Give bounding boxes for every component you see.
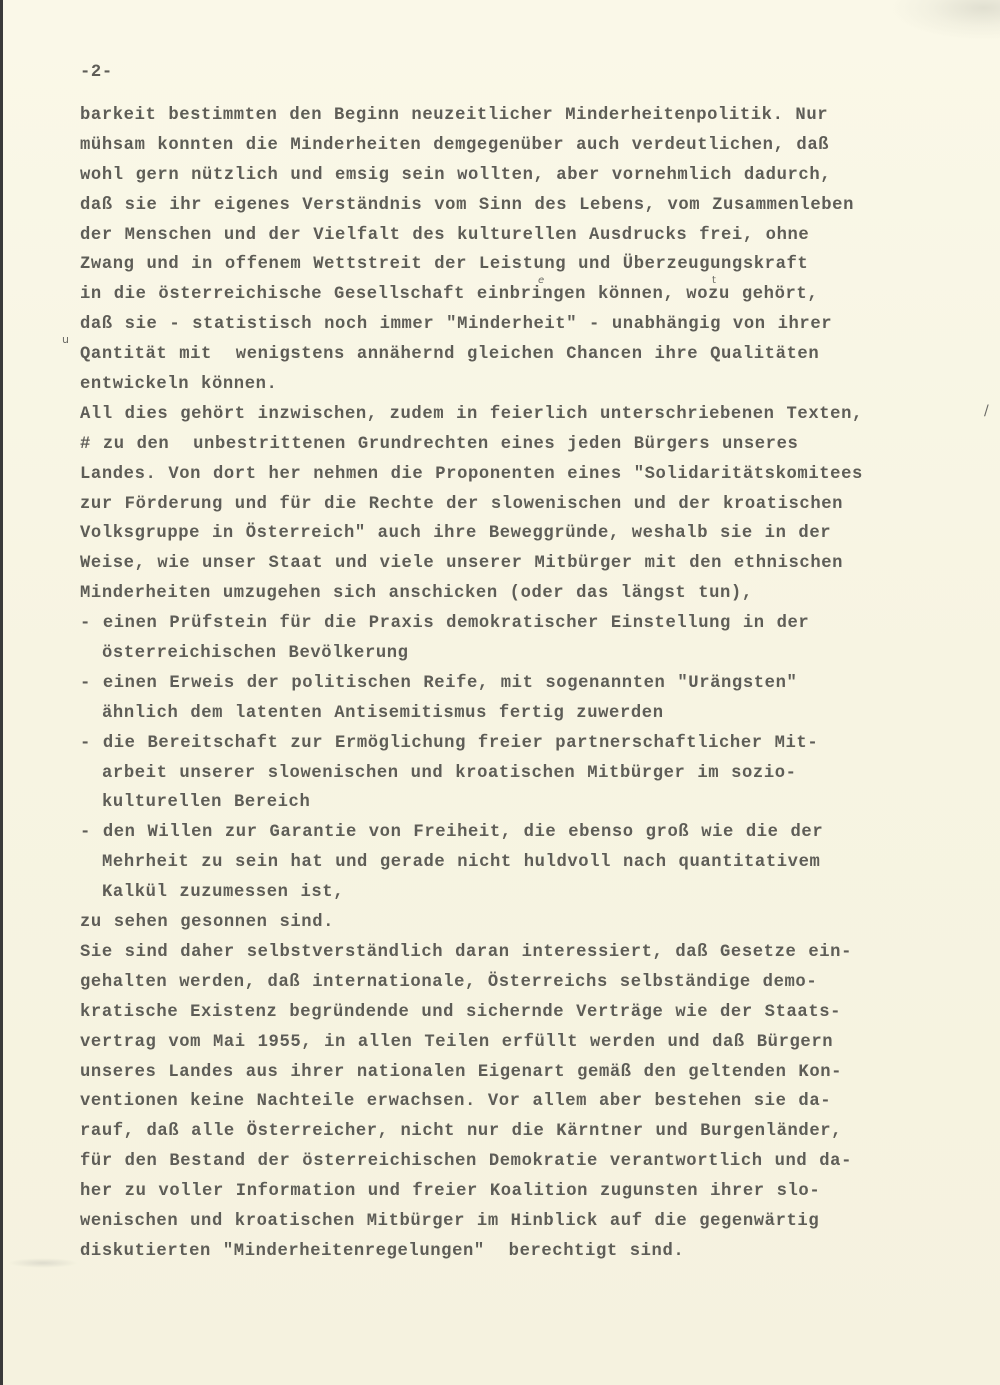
- text-line: Weise, wie unser Staat und viele unserer Mitbürger mit den ethnischen: [80, 554, 844, 574]
- closing-paragraph: [80, 908, 980, 1267]
- bullet-continuation: Mehrheit zu sein hat und gerade nicht huldvoll nach quantitativem: [102, 853, 821, 873]
- bullet-continuation: ähnlich dem latenten Antisemitismus fertig zuwerden: [102, 703, 664, 723]
- bullet-continuation: kulturellen Bereich: [102, 793, 311, 813]
- text-line: kratische Existenz begründende und sichernde Verträge wie der Staats-: [80, 1002, 842, 1022]
- bullet-item: [80, 669, 980, 729]
- bullet-continuation: Kalkül zuzumessen ist,: [102, 883, 345, 903]
- margin-smudge: [8, 1258, 78, 1268]
- handwritten-correction-e: e: [538, 275, 545, 286]
- text-line: für den Bestand der österreichischen Demokratie verantwortlich und da-: [80, 1152, 852, 1172]
- text-line: Landes. Von dort her nehmen die Proponenten eines "Solidaritätskomitees: [80, 464, 863, 484]
- text-line: ventionen keine Nachteile erwachsen. Vor allem aber bestehen sie da-: [80, 1092, 832, 1112]
- typewritten-text: [80, 61, 980, 1267]
- bullet-continuation: österreichischen Bevölkerung: [102, 644, 409, 664]
- text-line: Zwang und in offenem Wettstreit der Leistung und Überzeugungskraft: [80, 255, 809, 275]
- bullet-item: [80, 729, 980, 819]
- bullet-line: - die Bereitschaft zur Ermöglichung freier partnerschaftlicher Mit-: [80, 733, 819, 753]
- text-line: zur Förderung und für die Rechte der slowenischen und der kroatischen: [80, 494, 844, 514]
- bullet-item: [80, 609, 980, 669]
- text-line: der Menschen und der Vielfalt des kulturellen Ausdrucks frei, ohne: [80, 225, 810, 245]
- bullet-continuation: arbeit unserer slowenischen und kroatischen Mitbürger im sozio-: [102, 763, 797, 783]
- bullet-line: - einen Erweis der politischen Reife, mit sogenannten "Urängsten": [80, 673, 798, 693]
- handwritten-insert-u: u: [62, 333, 69, 346]
- text-line: Qantität mit wenigstens annähernd gleichen Chancen ihre Qualitäten: [80, 345, 820, 365]
- text-line: mühsam konnten die Minderheiten demgegenüber auch verdeutlichen, daß: [80, 135, 830, 155]
- text-line: in die österreichische Gesellschaft einbringen können, wozu gehört,: [80, 285, 819, 305]
- corner-smudge: [890, 0, 1000, 40]
- text-line: her zu voller Information und freier Koalition zugunsten ihrer slo-: [80, 1182, 821, 1202]
- text-line: Volksgruppe in Österreich" auch ihre Beweggründe, weshalb sie in der: [80, 524, 832, 544]
- text-line: unseres Landes aus ihrer nationalen Eigenart gemäß den geltenden Kon-: [80, 1062, 843, 1082]
- bullet-list: [80, 609, 980, 908]
- text-line: Minderheiten umzugehen sich anschicken (oder das längst tun),: [80, 584, 753, 604]
- text-line: daß sie - statistisch noch immer "Minderheit" - unabhängig von ihrer: [80, 315, 833, 335]
- page-number: -2-: [80, 63, 113, 82]
- text-line: entwickeln können.: [80, 375, 278, 395]
- text-line: rauf, daß alle Österreicher, nicht nur die Kärntner und Burgenländer,: [80, 1122, 843, 1142]
- text-line: gehalten werden, daß internationale, Österreichs selbständige demo-: [80, 972, 818, 992]
- bullet-line: - einen Prüfstein für die Praxis demokratischer Einstellung in der: [80, 614, 810, 634]
- scan-edge: [0, 0, 3, 1385]
- bullet-line: - den Willen zur Garantie von Freiheit, die ebenso groß wie die der: [80, 823, 824, 843]
- text-line: diskutierten "Minderheitenregelungen" berechtigt sind.: [80, 1241, 685, 1261]
- text-line: wenischen und kroatischen Mitbürger im Hinblick auf die gegenwärtig: [80, 1211, 820, 1231]
- bullet-item: [80, 818, 980, 908]
- text-line: # zu den unbestrittenen Grundrechten eines jeden Bürgers unseres: [80, 434, 799, 454]
- handwritten-correction-t: t: [712, 275, 716, 286]
- text-line: All dies gehört inzwischen, zudem in feierlich unterschriebenen Texten,: [80, 404, 863, 424]
- text-line: vertrag vom Mai 1955, in allen Teilen erfüllt werden und daß Bürgern: [80, 1032, 834, 1052]
- text-line: wohl gern nützlich und emsig sein wollten, aber vornehmlich dadurch,: [80, 165, 832, 185]
- text-line: daß sie ihr eigenes Verständnis vom Sinn des Lebens, vom Zusammenleben: [80, 195, 854, 215]
- text-line: zu sehen gesonnen sind.: [80, 913, 335, 933]
- handwritten-slash-mark: /: [984, 403, 989, 419]
- text-line: Sie sind daher selbstverständlich daran interessiert, daß Gesetze ein-: [80, 942, 852, 962]
- text-line: barkeit bestimmten den Beginn neuzeitlicher Minderheitenpolitik. Nur: [80, 106, 829, 125]
- body-paragraph: [80, 101, 980, 609]
